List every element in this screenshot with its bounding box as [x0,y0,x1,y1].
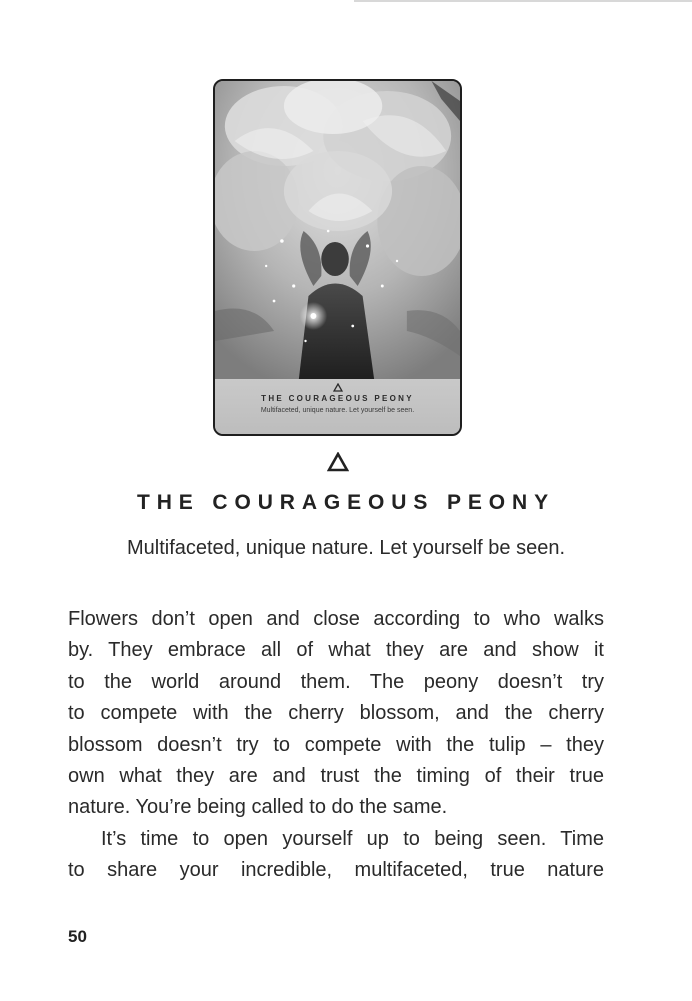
oracle-card [213,79,462,436]
body-text [68,604,604,887]
page-subtitle: Multifaceted, unique nature. Let yourself be seen. [126,537,566,559]
body-line: blossom doesn’t try to compete with the tulip – they [68,733,604,756]
body-line: by. They embrace all of what they are and show it [68,639,604,662]
card-artwork [215,81,460,381]
body-line: nature. You’re being called to do the same. [68,796,448,819]
body-line: own what they are and trust the timing of their true [68,764,604,787]
page-title: THE COURAGEOUS PEONY [136,491,556,514]
card-subtitle: Multifaceted, unique nature. Let yourself be seen. [260,407,415,414]
card-caption [215,379,460,434]
top-rule [354,0,692,2]
card-triangle-icon [333,383,343,392]
body-line: to share your incredible, multifaceted, true nature [68,859,604,882]
page-number: 50 [68,927,87,946]
card-title: THE COURAGEOUS PEONY [261,394,414,403]
body-line: to compete with the cherry blossom, and the cherry [68,702,604,725]
triangle-icon [327,452,349,472]
body-line: Flowers don’t open and close according to who walks [68,608,604,630]
body-line: It’s time to open yourself up to being seen. Time [101,827,604,850]
body-line: to the world around them. The peony doesn’t try [68,670,604,693]
